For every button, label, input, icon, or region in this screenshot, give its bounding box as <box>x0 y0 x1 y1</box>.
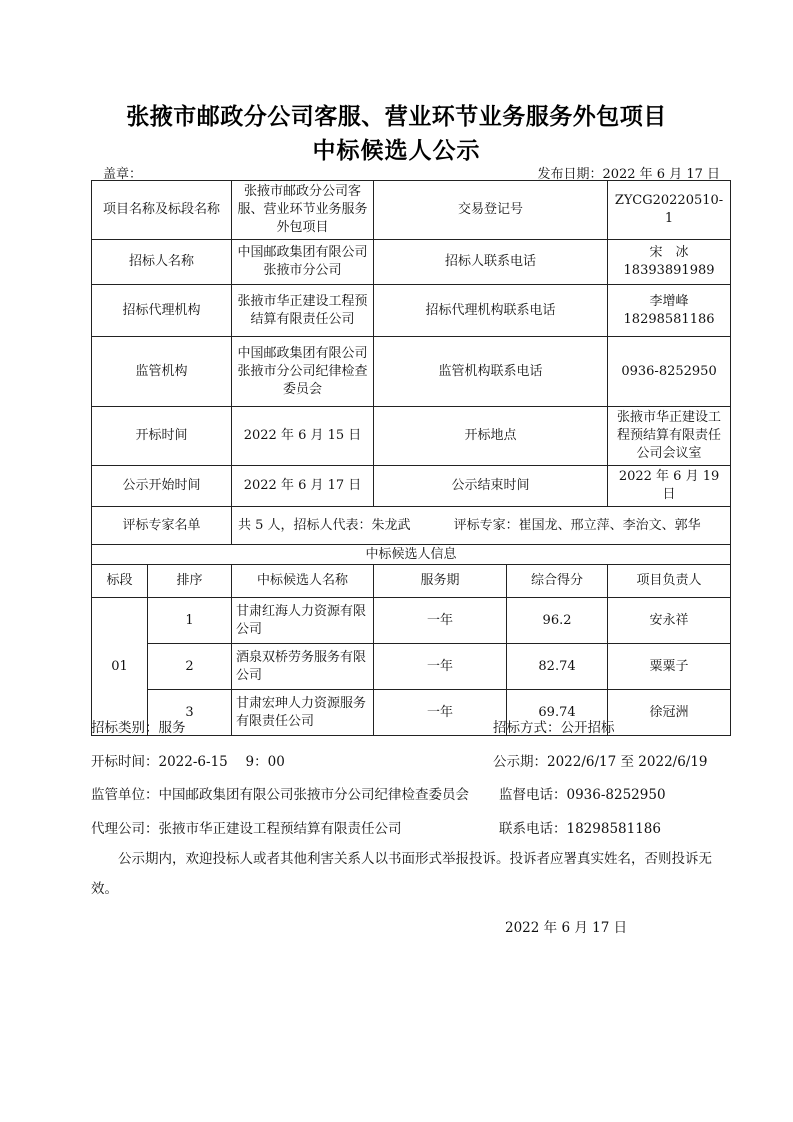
header-leader: 项目负责人 <box>608 565 731 598</box>
candidate-score: 69.74 <box>507 690 608 736</box>
header-candidate-name: 中标候选人名称 <box>232 565 374 598</box>
registration-value: ZYCG20220510-1 <box>608 181 731 240</box>
tenderer-value: 中国邮政集团有限公司张掖市分公司 <box>232 240 374 285</box>
table-header-row <box>92 565 731 598</box>
table-row <box>92 466 731 507</box>
candidate-leader: 粟粟子 <box>608 644 731 690</box>
supervisor-value: 中国邮政集团有限公司张掖市分公司纪律检查委员会 <box>232 337 374 407</box>
lot-number: 01 <box>92 598 148 736</box>
candidate-row <box>92 598 731 644</box>
notice-period-info: 公示期：2022/6/17 至 2022/6/19 <box>493 754 708 770</box>
candidate-row <box>92 690 731 736</box>
candidate-row <box>92 644 731 690</box>
bid-info-table <box>91 180 731 736</box>
open-time-label: 开标时间 <box>92 407 232 466</box>
title-line-2: 中标候选人公示 <box>312 138 481 164</box>
supervisor-phone: 监督电话：0936-8252950 <box>499 787 666 803</box>
candidate-rank: 3 <box>148 690 232 736</box>
tenderer-phone-label: 招标人联系电话 <box>374 240 608 285</box>
open-place-label: 开标地点 <box>374 407 608 466</box>
agent-label: 招标代理机构 <box>92 285 232 337</box>
tender-method: 招标方式：公开招标 <box>493 720 615 736</box>
agent-phone-value: 李增峰 18298581186 <box>608 285 731 337</box>
publish-date: 发布日期：2022 年 6 月 17 日 <box>537 167 720 182</box>
agent-company: 代理公司：张掖市华正建设工程预结算有限责任公司 <box>91 821 402 837</box>
project-name-label: 项目名称及标段名称 <box>92 181 232 240</box>
notice-start-label: 公示开始时间 <box>92 466 232 507</box>
candidate-name: 甘肃红海人力资源有限公司 <box>232 598 374 644</box>
notice-end-label: 公示结束时间 <box>374 466 608 507</box>
candidate-period: 一年 <box>374 690 507 736</box>
candidate-score: 82.74 <box>507 644 608 690</box>
header-rank: 排序 <box>148 565 232 598</box>
header-service-period: 服务期 <box>374 565 507 598</box>
candidate-leader: 安永祥 <box>608 598 731 644</box>
candidate-name: 甘肃宏珅人力资源服务有限责任公司 <box>232 690 374 736</box>
experts-value: 共 5 人，招标人代表：朱龙武 评标专家：崔国龙、邢立萍、李治文、郭华 <box>232 507 731 545</box>
stamp-label: 盖章： <box>103 167 143 182</box>
table-row <box>92 337 731 407</box>
candidate-period: 一年 <box>374 644 507 690</box>
supervisor-phone-value: 0936-8252950 <box>608 337 731 407</box>
notice-paragraph: 公示期内，欢迎投标人或者其他利害关系人以书面形式举报投诉。投诉者应署真实姓名，否则投诉无效。 <box>91 851 712 897</box>
supervisor-label: 监管机构 <box>92 337 232 407</box>
experts-label: 评标专家名单 <box>92 507 232 545</box>
table-row <box>92 285 731 337</box>
notice-start-value: 2022 年 6 月 17 日 <box>232 466 374 507</box>
agent-phone-label: 招标代理机构联系电话 <box>374 285 608 337</box>
project-name-value: 张掖市邮政分公司客服、营业环节业务服务外包项目 <box>232 181 374 240</box>
supervisor-phone-label: 监管机构联系电话 <box>374 337 608 407</box>
supervisor-unit: 监管单位：中国邮政集团有限公司张掖市分公司纪律检查委员会 <box>91 787 469 803</box>
candidate-name: 酒泉双桥劳务服务有限公司 <box>232 644 374 690</box>
tender-category: 招标类别：服务 <box>91 720 186 736</box>
header-score: 综合得分 <box>507 565 608 598</box>
table-row <box>92 181 731 240</box>
table-row <box>92 240 731 285</box>
table-row <box>92 407 731 466</box>
notice-end-value: 2022 年 6 月 19 日 <box>608 466 731 507</box>
candidates-section-title: 中标候选人信息 <box>92 545 731 565</box>
sign-date: 2022 年 6 月 17 日 <box>505 920 628 936</box>
candidate-leader: 徐冠洲 <box>608 690 731 736</box>
open-place-value: 张掖市华正建设工程预结算有限责任公司会议室 <box>608 407 731 466</box>
registration-label: 交易登记号 <box>374 181 608 240</box>
open-time-value: 2022 年 6 月 15 日 <box>232 407 374 466</box>
candidate-rank: 1 <box>148 598 232 644</box>
tenderer-phone-value: 宋 冰 18393891989 <box>608 240 731 285</box>
candidate-score: 96.2 <box>507 598 608 644</box>
agent-phone: 联系电话：18298581186 <box>499 821 661 837</box>
candidate-rank: 2 <box>148 644 232 690</box>
table-row <box>92 507 731 545</box>
agent-value: 张掖市华正建设工程预结算有限责任公司 <box>232 285 374 337</box>
tenderer-label: 招标人名称 <box>92 240 232 285</box>
table-row <box>92 545 731 565</box>
title-line-1: 张掖市邮政分公司客服、营业环节业务服务外包项目 <box>126 104 667 130</box>
open-time-info: 开标时间：2022-6-15 9：00 <box>91 754 285 770</box>
header-lot: 标段 <box>92 565 148 598</box>
candidate-period: 一年 <box>374 598 507 644</box>
